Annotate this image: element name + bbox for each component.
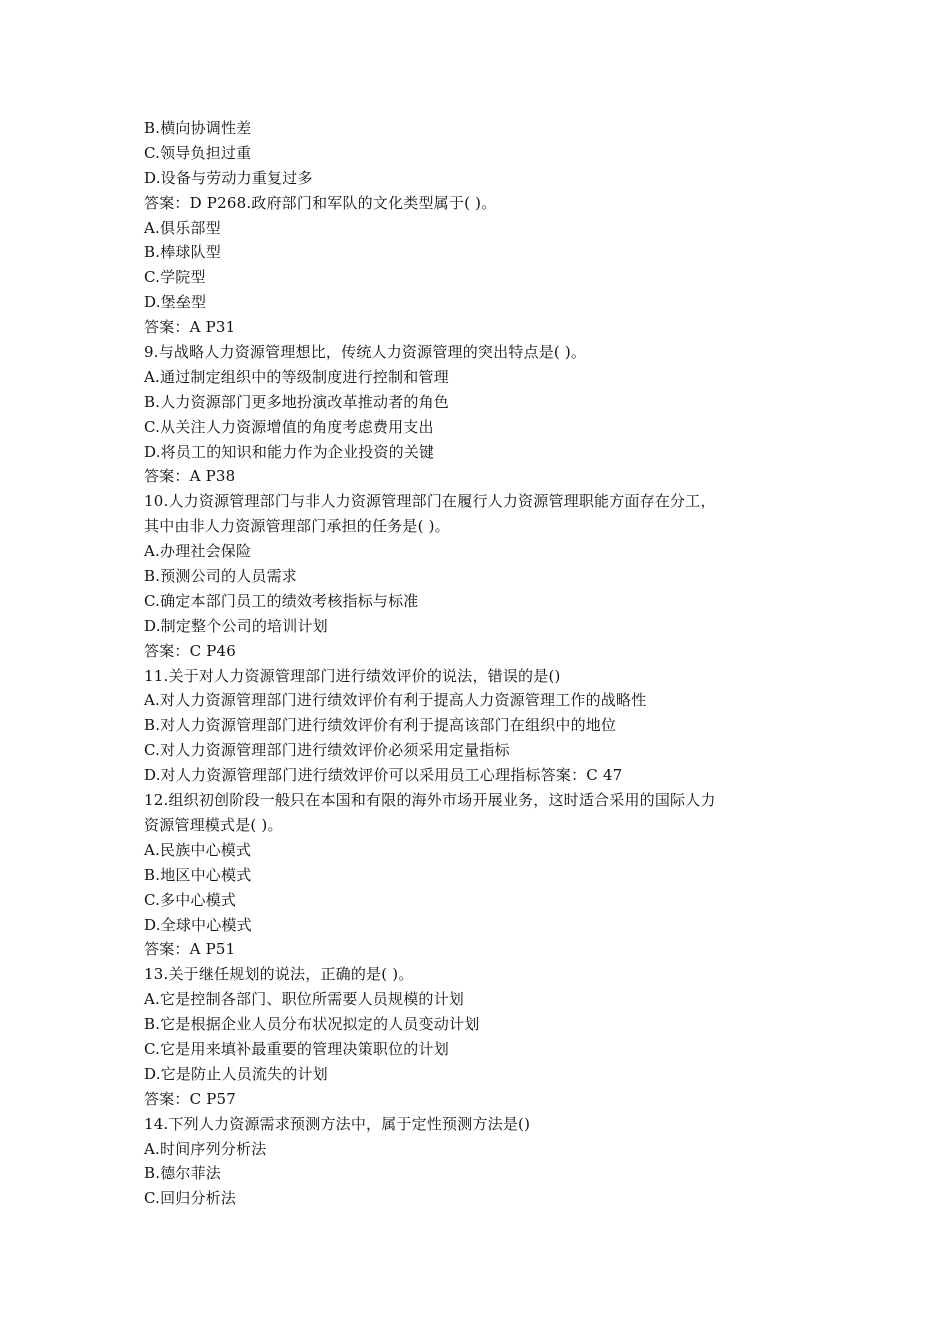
text-line: C.多中心模式 [144,890,237,909]
text-line: B.棒球队型 [144,243,221,262]
text-line: 13.关于继任规划的说法，正确的是( )。 [144,965,414,984]
text-line: D.设备与劳动力重复过多 [144,168,313,187]
text-line: 14.下列人力资源需求预测方法中，属于定性预测方法是() [144,1114,531,1133]
text-line: B.人力资源部门更多地扮演改革推动者的角色 [144,392,449,411]
text-line: B.德尔菲法 [144,1164,221,1183]
text-line: A.它是控制各部门、职位所需要人员规模的计划 [144,990,465,1009]
text-line: 答案：A P31 [144,318,236,337]
text-line: 答案：A P51 [144,940,236,959]
text-line: A.办理社会保险 [144,542,252,561]
text-line: 12.组织初创阶段一般只在本国和有限的海外市场开展业务，这时适合采用的国际人力 [144,791,716,810]
text-line: 答案：C P57 [144,1089,237,1108]
text-line: D.将员工的知识和能力作为企业投资的关键 [144,442,435,461]
text-line: D.堡垒型 [144,293,207,312]
text-line: D.制定整个公司的培训计划 [144,616,328,635]
text-line: D.它是防止人员流失的计划 [144,1064,328,1083]
text-line: B.对人力资源管理部门进行绩效评价有利于提高该部门在组织中的地位 [144,716,617,735]
text-line: 10.人力资源管理部门与非人力资源管理部门在履行人力资源管理职能方面存在分工， [144,492,716,511]
text-line: 答案：A P38 [144,467,236,486]
text-line: 资源管理模式是( )。 [144,815,283,834]
text-line: D.对人力资源管理部门进行绩效评价可以采用员工心理指标答案：C 47 [144,766,623,785]
text-line: C.学院型 [144,268,206,287]
text-line: B.预测公司的人员需求 [144,567,297,586]
text-line: C.领导负担过重 [144,143,252,162]
text-line: 9.与战略人力资源管理想比，传统人力资源管理的突出特点是( )。 [144,343,587,362]
text-line: D.全球中心模式 [144,915,252,934]
text-line: 答案：C P46 [144,641,237,660]
text-line: A.民族中心模式 [144,840,252,859]
text-line: A.俱乐部型 [144,218,221,237]
text-line: C.从关注人力资源增值的角度考虑费用支出 [144,417,434,436]
text-line: 11.关于对人力资源管理部门进行绩效评价的说法，错误的是() [144,666,561,685]
text-line: A.通过制定组织中的等级制度进行控制和管理 [144,367,449,386]
text-line: A.时间序列分析法 [144,1139,267,1158]
text-line: B.横向协调性差 [144,119,252,137]
text-line: C.对人力资源管理部门进行绩效评价必须采用定量指标 [144,741,510,760]
text-line: A.对人力资源管理部门进行绩效评价有利于提高人力资源管理工作的战略性 [144,691,647,710]
text-line: 其中由非人力资源管理部门承担的任务是( )。 [144,517,450,536]
document-body [144,116,804,1211]
text-line: B.地区中心模式 [144,865,252,884]
text-line: C.回归分析法 [144,1189,237,1208]
text-line: C.确定本部门员工的绩效考核指标与标准 [144,591,419,610]
text-line: B.它是根据企业人员分布状况拟定的人员变动计划 [144,1015,480,1034]
text-line: 答案：D P268.政府部门和军队的文化类型属于( )。 [144,193,497,212]
text-line: C.它是用来填补最重要的管理决策职位的计划 [144,1039,449,1058]
